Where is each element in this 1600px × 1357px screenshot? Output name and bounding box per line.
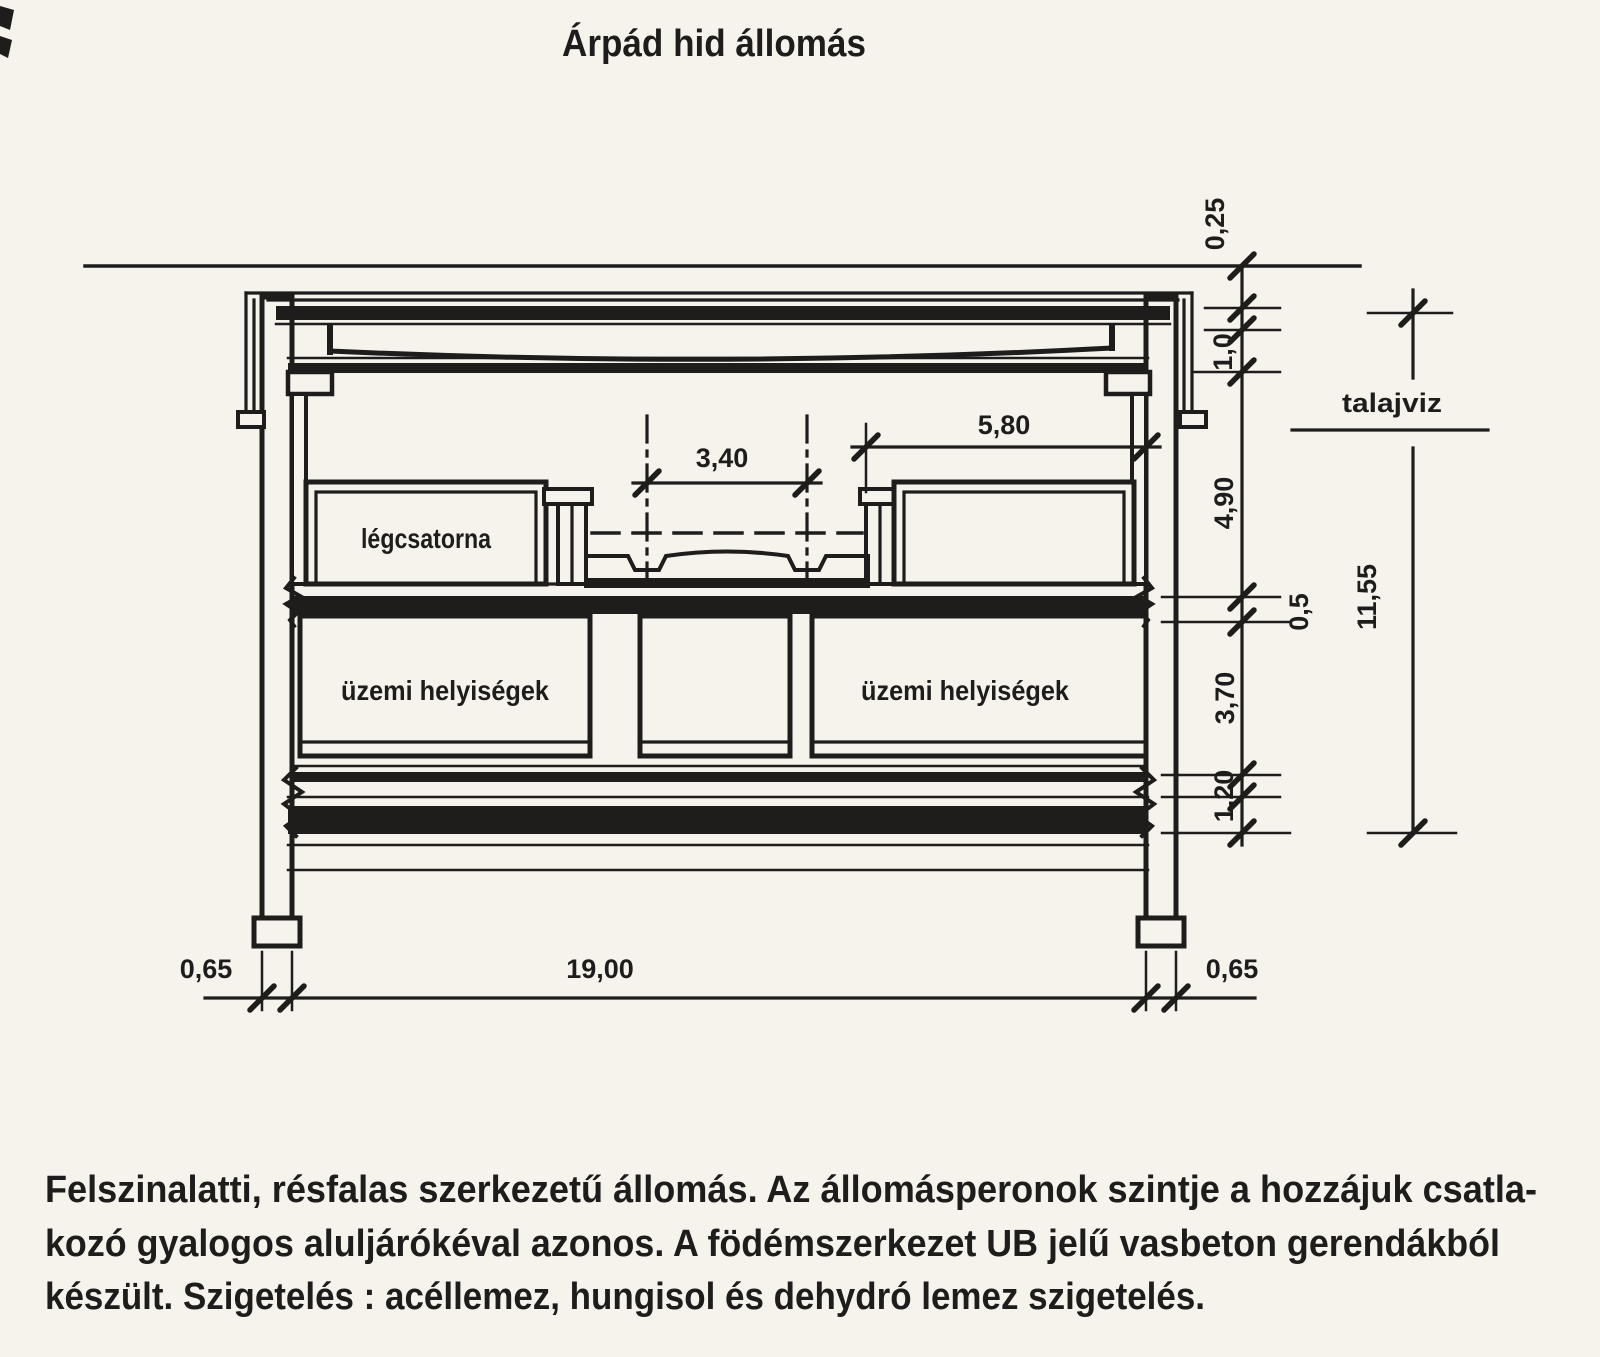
dim-platform-width-label: 5,80: [977, 410, 1031, 440]
dim-track-spacing: [633, 443, 821, 495]
dim-bottom: [180, 952, 1259, 1010]
dim-cover-label: 0,25: [1200, 197, 1230, 251]
track-bed: [584, 416, 870, 588]
groundwater-level: [1292, 388, 1488, 430]
roof-slab-structure: [238, 293, 1206, 427]
service-room-left-label: üzemi helyiségek: [341, 675, 550, 706]
dim-chain-right: [1162, 198, 1314, 845]
service-room-right-label: üzemi helyiségek: [861, 675, 1070, 706]
dim-wall-left-label: 0,65: [179, 954, 233, 984]
dim-total-height-label: 11,55: [1352, 563, 1382, 631]
dim-hall-height-label: 4,90: [1209, 476, 1239, 530]
dim-track-spacing-label: 3,40: [695, 443, 749, 473]
caption: [45, 1169, 1537, 1318]
service-floor-slab: [292, 766, 1146, 782]
base-slab: [288, 797, 1148, 870]
right-upstand-wall: [1180, 293, 1206, 427]
dim-service-height-label: 3,70: [1210, 671, 1240, 725]
dim-total-height: [1352, 290, 1456, 845]
caption-line-1: Felszinalatti, résfalas szerkezetű állomás. Az állomásperonok szintje a hozzájuk csatla-: [45, 1169, 1537, 1211]
drawing-title: Árpád hid állomás: [562, 23, 892, 65]
right-platform-room-box: [894, 482, 1134, 584]
caption-line-2: kozó gyalogos aluljárókéval azonos. A födémszerkezet UB jelű vasbeton gerendákból: [45, 1223, 1500, 1265]
scan-artifact: [0, 6, 14, 58]
service-room-right: [812, 616, 1146, 756]
ub-beam: [330, 328, 1112, 359]
air-duct-label: légcsatorna: [361, 523, 492, 554]
groundwater-label: talajviz: [1342, 388, 1442, 418]
dim-mid-slab-label: 0,5: [1284, 593, 1314, 631]
service-room-middle: [640, 616, 790, 756]
service-room-left: [300, 616, 590, 756]
dim-base-slab-label: 1,20: [1209, 769, 1239, 823]
caption-line-3: készült. Szigetelés : acéllemez, hungisol és dehydró lemez szigetelés.: [45, 1276, 1205, 1318]
dim-wall-right-label: 0,65: [1205, 954, 1259, 984]
air-duct-box: [306, 482, 546, 584]
platform-floor-slab: [292, 584, 1146, 614]
dim-inner-span-label: 19,00: [566, 954, 634, 984]
dim-roof-slab-label: 1,0: [1208, 333, 1238, 371]
